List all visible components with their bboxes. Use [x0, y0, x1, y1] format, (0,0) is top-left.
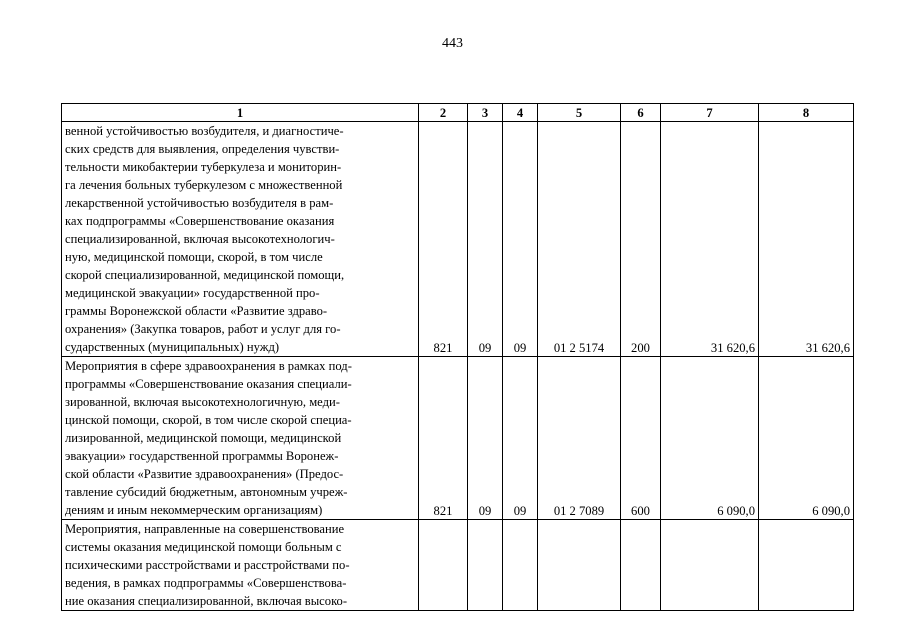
description-line: ской области «Развитие здравоохранения» (Предос-	[65, 467, 344, 481]
cell-subsection: 09	[503, 122, 538, 357]
description-line: ние оказания специализированной, включая высоко-	[65, 594, 348, 608]
description-line: граммы Воронежской области «Развитие здраво-	[65, 304, 328, 318]
header-cell-3: 3	[468, 104, 503, 122]
header-row	[62, 104, 854, 122]
description-line: программы «Совершенствование оказания специали-	[65, 377, 352, 391]
description-line: медицинской эвакуации» государственной про-	[65, 286, 320, 300]
description-line: эвакуации» государственной программы Воронеж-	[65, 449, 339, 463]
cell-target-article: 01 2 7089	[538, 357, 621, 520]
description-line: Мероприятия в сфере здравоохранения в рамках под-	[65, 359, 352, 373]
description-line: охранения» (Закупка товаров, работ и услуг для го-	[65, 322, 341, 336]
description-line: ную, медицинской помощи, скорой, в том числе	[65, 250, 323, 264]
cell-amount-8: 31 620,6	[759, 122, 854, 357]
description-line: ведения, в рамках подпрограммы «Совершенствова-	[65, 576, 347, 590]
description-line: лизированной, медицинской помощи, медицинской	[65, 431, 342, 445]
description-line: скорой специализированной, медицинской помощи,	[65, 268, 345, 282]
cell-expense-type: 200	[621, 122, 661, 357]
description-line: тельности микобактерии туберкулеза и мониторин-	[65, 160, 342, 174]
description-line: Мероприятия, направленные на совершенствование	[65, 522, 345, 536]
description-line: тавление субсидий бюджетным, автономным учреж-	[65, 485, 348, 499]
description-line: сударственных (муниципальных) нужд)	[65, 340, 280, 354]
description-line: системы оказания медицинской помощи больным с	[65, 540, 342, 554]
table-row	[62, 520, 854, 611]
cell-section	[468, 520, 503, 611]
description-line: специализированной, включая высокотехнологич-	[65, 232, 335, 246]
description-line: га лечения больных туберкулезом с множественной	[65, 178, 343, 192]
cell-amount-8	[759, 520, 854, 611]
cell-subsection: 09	[503, 357, 538, 520]
cell-section: 09	[468, 122, 503, 357]
cell-ministry-code: 821	[419, 357, 468, 520]
cell-amount-7: 31 620,6	[661, 122, 759, 357]
description-line: психическими расстройствами и расстройствами по-	[65, 558, 350, 572]
header-cell-7: 7	[661, 104, 759, 122]
description-line: венной устойчивостью возбудителя, и диагностиче-	[65, 124, 344, 138]
header-cell-1: 1	[62, 104, 419, 122]
cell-expense-type	[621, 520, 661, 611]
cell-subsection	[503, 520, 538, 611]
cell-section: 09	[468, 357, 503, 520]
header-cell-4: 4	[503, 104, 538, 122]
table-row	[62, 357, 854, 520]
description-line: ках подпрограммы «Совершенствование оказания	[65, 214, 335, 228]
description-line: дениям и иным некоммерческим организациям)	[65, 503, 323, 517]
header-cell-8: 8	[759, 104, 854, 122]
row-description	[62, 520, 419, 611]
row-description	[62, 357, 419, 520]
header-cell-5: 5	[538, 104, 621, 122]
header-cell-2: 2	[419, 104, 468, 122]
description-line: цинской помощи, скорой, в том числе скорой специа-	[65, 413, 352, 427]
cell-amount-7	[661, 520, 759, 611]
budget-table	[61, 103, 854, 611]
cell-ministry-code	[419, 520, 468, 611]
header-cell-6: 6	[621, 104, 661, 122]
row-description	[62, 122, 419, 357]
cell-expense-type: 600	[621, 357, 661, 520]
description-line: ских средств для выявления, определения чувстви-	[65, 142, 340, 156]
table-row	[62, 122, 854, 357]
cell-ministry-code: 821	[419, 122, 468, 357]
cell-target-article: 01 2 5174	[538, 122, 621, 357]
page-number: 443	[442, 36, 463, 51]
cell-amount-8: 6 090,0	[759, 357, 854, 520]
cell-amount-7: 6 090,0	[661, 357, 759, 520]
cell-target-article	[538, 520, 621, 611]
description-line: зированной, включая высокотехнологичную, меди-	[65, 395, 340, 409]
description-line: лекарственной устойчивостью возбудителя в рам-	[65, 196, 334, 210]
